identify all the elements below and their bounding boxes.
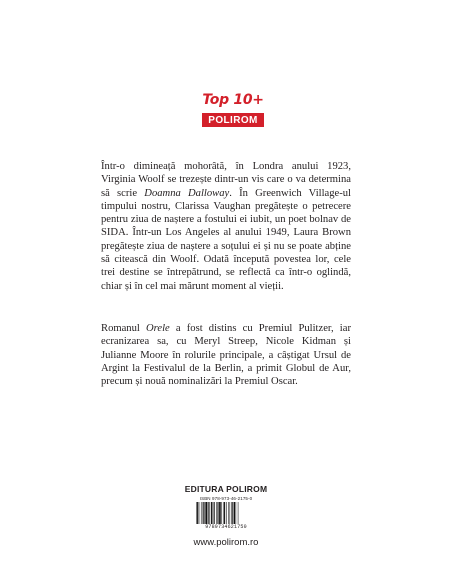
- barcode-stripe: [214, 502, 215, 524]
- blurb-paragraph-2: [101, 322, 351, 388]
- book-title-reference: Orele: [146, 323, 170, 334]
- barcode-stripe: [236, 502, 237, 524]
- barcode-bars: [195, 502, 257, 524]
- barcode-stripe: [224, 502, 225, 524]
- series-logo: [198, 92, 268, 128]
- barcode-stripe: [208, 502, 209, 524]
- barcode-stripe: [221, 502, 222, 524]
- blurb-text: Într-o dimineață mohorâtă, în Londra anului 1923, Virginia Woolf se trezește dintr-un vis care o va determina să scrie: [101, 161, 351, 199]
- blurb-paragraph-1: [101, 160, 351, 293]
- barcode-stripe: [204, 502, 205, 524]
- barcode-stripe: [196, 502, 197, 524]
- barcode-stripe: [211, 502, 212, 524]
- blurb-text: Romanul: [101, 323, 146, 334]
- barcode-stripe: [199, 502, 200, 524]
- barcode-number: 9789734621750: [205, 524, 247, 530]
- barcode-stripe: [226, 502, 227, 524]
- publisher-badge: POLIROM: [202, 113, 264, 127]
- barcode-stripe: [201, 502, 202, 524]
- barcode-stripe: [228, 502, 229, 524]
- barcode-stripe: [231, 502, 232, 524]
- barcode-stripe: [205, 502, 207, 524]
- barcode-stripe: [213, 502, 214, 524]
- barcode-stripe: [197, 502, 198, 524]
- barcode-stripe: [234, 502, 235, 524]
- isbn-label: ISBN 978-973-46-2175-0: [199, 496, 253, 501]
- barcode-stripe: [217, 502, 218, 524]
- book-title-reference: Doamna Dalloway: [144, 187, 230, 199]
- blurb-text: a fost distins cu Premiul Pulitzer, iar ecranizarea sa, cu Meryl Streep, Nicole Kidman și Julianne Moore în rolurile principale, a câștigat Ursul de Argint la Festivalul de la Berlin, a primit Globul de Aur, precum și nouă nominalizări la Premiul Oscar.: [101, 323, 351, 388]
- barcode-stripe: [223, 502, 224, 524]
- barcode: [195, 496, 257, 530]
- publisher-website: www.polirom.ro: [193, 537, 259, 548]
- barcode-stripe: [238, 502, 239, 524]
- barcode-stripe: [219, 502, 221, 524]
- publisher-name: EDITURA POLIROM: [184, 484, 268, 494]
- barcode-stripe: [209, 502, 210, 524]
- barcode-stripe: [203, 502, 204, 524]
- series-title: Top 10+: [202, 92, 264, 108]
- barcode-stripe: [216, 502, 217, 524]
- barcode-stripe: [230, 502, 231, 524]
- barcode-stripe: [232, 502, 233, 524]
- blurb-text: . În Greenwich Village-ul timpului nostru, Clarissa Vaughan pregătește o petrecere pentru ziua de naștere a fostului ei iubit, un poet bolnav de SIDA. Într-un Los Angeles al anului 1949, Laura Brown pregătește ziua de naștere a soțului ei și nu se poate abține să citească din Woolf. Odată începută povestea lor, cele trei destine se întrepătrund, se reflectă ca într-o oglindă, chiar și în cel mai mărunt moment al vieții.: [101, 187, 351, 292]
